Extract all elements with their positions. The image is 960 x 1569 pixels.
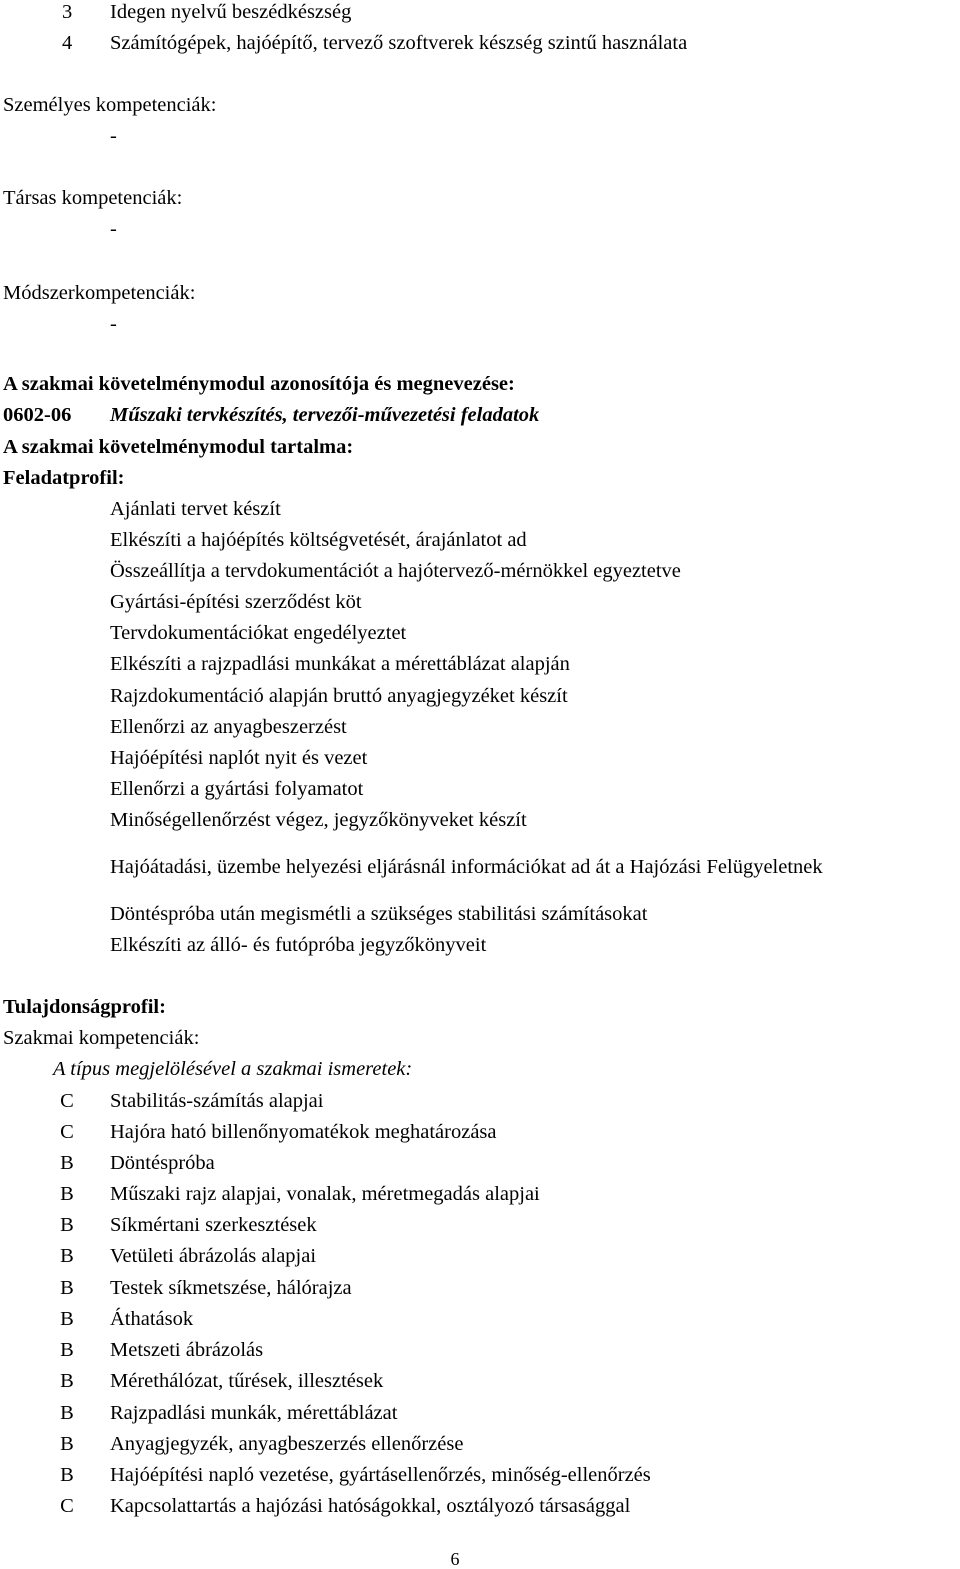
personal-competences-value: - <box>110 125 117 147</box>
knowledge-item: Műszaki rajz alapjai, vonalak, méretmegadás alapjai <box>110 1183 540 1205</box>
knowledge-item: Döntéspróba <box>110 1152 215 1174</box>
knowledge-type: B <box>60 1183 74 1205</box>
task-item: Összeállítja a tervdokumentációt a hajótervező-mérnökkel egyeztetve <box>110 560 681 582</box>
knowledge-type: B <box>60 1370 74 1392</box>
knowledge-type: B <box>60 1152 74 1174</box>
module-content-heading: A szakmai követelménymodul tartalma: <box>3 436 354 458</box>
knowledge-item: Anyagjegyzék, anyagbeszerzés ellenőrzése <box>110 1433 464 1455</box>
task-item: Hajóátadási, üzembe helyezési eljárásnál információkat ad át a Hajózási Felügyeletnek <box>110 856 823 878</box>
knowledge-type-label: A típus megjelölésével a szakmai ismeretek: <box>53 1058 413 1080</box>
knowledge-type: B <box>60 1277 74 1299</box>
professional-competences-label: Szakmai kompetenciák: <box>3 1027 200 1049</box>
knowledge-item: Stabilitás-számítás alapjai <box>110 1090 324 1112</box>
knowledge-type: C <box>60 1495 74 1517</box>
task-item: Ellenőrzi az anyagbeszerzést <box>110 716 347 738</box>
knowledge-type: B <box>60 1339 74 1361</box>
task-item: Tervdokumentációkat engedélyeztet <box>110 622 407 644</box>
knowledge-type: B <box>60 1433 74 1455</box>
module-code: 0602-06 <box>3 404 72 426</box>
method-competences-label: Módszerkompetenciák: <box>3 282 196 304</box>
personal-competences-label: Személyes kompetenciák: <box>3 94 217 116</box>
knowledge-type: B <box>60 1245 74 1267</box>
task-item: Ellenőrzi a gyártási folyamatot <box>110 778 364 800</box>
task-item: Elkészíti a hajóépítés költségvetését, árajánlatot ad <box>110 529 527 551</box>
property-profile-heading: Tulajdonságprofil: <box>3 996 166 1018</box>
knowledge-type: C <box>60 1121 74 1143</box>
task-item: Elkészíti az álló- és futópróba jegyzőkönyveit <box>110 934 487 956</box>
knowledge-item: Vetületi ábrázolás alapjai <box>110 1245 317 1267</box>
knowledge-item: Kapcsolattartás a hajózási hatóságokkal, osztályozó társasággal <box>110 1495 631 1517</box>
knowledge-item: Mérethálózat, tűrések, illesztések <box>110 1370 384 1392</box>
task-item: Döntéspróba után megismétli a szükséges stabilitási számításokat <box>110 903 648 925</box>
module-title: Műszaki tervkészítés, tervezői-művezetési feladatok <box>110 404 540 426</box>
list-item: Idegen nyelvű beszédkészség <box>110 1 352 23</box>
knowledge-item: Rajzpadlási munkák, mérettáblázat <box>110 1402 398 1424</box>
knowledge-item: Hajóra ható billenőnyomatékok meghatározása <box>110 1121 497 1143</box>
knowledge-item: Hajóépítési napló vezetése, gyártásellenőrzés, minőség-ellenőrzés <box>110 1464 651 1486</box>
social-competences-value: - <box>110 218 117 240</box>
task-item: Hajóépítési naplót nyit és vezet <box>110 747 368 769</box>
list-number: 4 <box>62 32 73 54</box>
task-profile-heading: Feladatprofil: <box>3 467 125 489</box>
task-item: Ajánlati tervet készít <box>110 498 281 520</box>
method-competences-value: - <box>110 313 117 335</box>
knowledge-item: Metszeti ábrázolás <box>110 1339 264 1361</box>
list-number: 3 <box>62 1 73 23</box>
knowledge-item: Síkmértani szerkesztések <box>110 1214 317 1236</box>
knowledge-type: C <box>60 1090 74 1112</box>
task-item: Minőségellenőrzést végez, jegyzőkönyveket készít <box>110 809 527 831</box>
task-item: Gyártási-építési szerződést köt <box>110 591 362 613</box>
task-item: Elkészíti a rajzpadlási munkákat a mérettáblázat alapján <box>110 653 570 675</box>
knowledge-type: B <box>60 1308 74 1330</box>
list-item: Számítógépek, hajóépítő, tervező szoftverek készség szintű használata <box>110 32 688 54</box>
task-item: Rajzdokumentáció alapján bruttó anyagjegyzéket készít <box>110 685 568 707</box>
module-id-heading: A szakmai követelménymodul azonosítója és megnevezése: <box>3 373 515 395</box>
page-number: 6 <box>450 1549 460 1569</box>
knowledge-item: Testek síkmetszése, hálórajza <box>110 1277 352 1299</box>
knowledge-type: B <box>60 1214 74 1236</box>
knowledge-type: B <box>60 1464 74 1486</box>
knowledge-item: Áthatások <box>110 1308 194 1330</box>
social-competences-label: Társas kompetenciák: <box>3 187 183 209</box>
knowledge-type: B <box>60 1402 74 1424</box>
